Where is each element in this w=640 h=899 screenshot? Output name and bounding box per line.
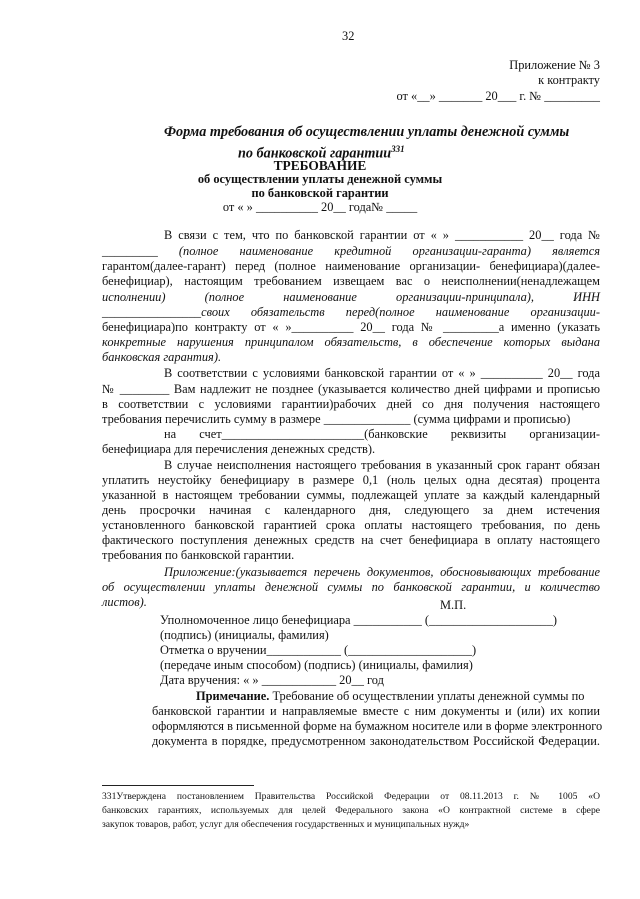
demand-subheading-1: об осуществлении уплаты денежной суммы bbox=[197, 172, 443, 186]
body-line: требования перечислить сумму в размере ______________ (сумма цифрами и прописью) bbox=[102, 412, 571, 426]
body-line: ________________своих обязательств перед(полное наименование организации- bbox=[102, 305, 600, 319]
body-line: уплатить неустойку бенефициару в размере 0,1 (ноль целых одна десятая) процента bbox=[102, 473, 600, 487]
body-line: исполнении) (полное наименование организации-принципала), ИНН bbox=[102, 290, 600, 304]
authorized-person-line: Уполномоченное лицо бенефициара ___________ (____________________) bbox=[160, 613, 558, 627]
delivery-mark-caption: (передаче иным способом) (подпись) (инициалы, фамилия) bbox=[160, 658, 473, 672]
body-line: требования по банковской гарантии. bbox=[102, 548, 295, 562]
footnote-line: 331Утверждена постановлением Правительства Российской Федерации от 08.11.2013 г. № 1005 «О bbox=[102, 791, 600, 802]
body-line: бенефициар), настоящим требованием извещаем вас о неисполнении(ненадлежащем bbox=[102, 274, 600, 288]
form-subtitle-text: по банковской гарантии bbox=[238, 145, 392, 162]
footnote-divider bbox=[102, 785, 254, 786]
note-first-line bbox=[196, 689, 584, 704]
body-line: В соответствии с условиями банковской гарантии от « » __________ 20__ года bbox=[164, 366, 600, 380]
footnote-line: банковских гарантиях, используемых для целей Федерального закона «О контрактной системе в сфере bbox=[102, 805, 600, 816]
body-line: день просрочки начиная с календарного дня, следующего за днем истечения bbox=[102, 503, 600, 517]
demand-heading: ТРЕБОВАНИЕ bbox=[273, 158, 367, 173]
body-line: В случае неисполнения настоящего требования в указанный срок гарант обязан bbox=[164, 458, 600, 472]
body-line: Приложение:(указывается перечень документов, обосновывающих требование bbox=[164, 565, 600, 579]
page-number: 32 bbox=[342, 29, 355, 43]
note-label: Примечание. bbox=[196, 689, 270, 703]
body-line: установленного банковской гарантией срока оплаты настоящего требования, по день bbox=[102, 518, 600, 532]
body-line: в соответствии с условиями гарантии)рабочих дней со дня получения настоящего bbox=[102, 397, 600, 411]
demand-date-line: от « » __________ 20__ года№ _____ bbox=[222, 200, 418, 214]
form-title: Форма требования об осуществлении уплаты денежной суммы bbox=[164, 124, 570, 140]
footnote-ref: 331 bbox=[391, 144, 405, 154]
body-line: бенефициара)по контракту от « »__________ 20__ года № _________а именно (указать bbox=[102, 320, 600, 334]
delivery-mark-line: Отметка о вручении____________ (____________________) bbox=[160, 643, 477, 657]
body-line: бенефициара для перечисления денежных средств). bbox=[102, 442, 376, 456]
delivery-date-line: Дата вручения: « » ____________ 20__ год bbox=[160, 673, 384, 687]
note-line: банковской гарантии и направляемые вместе с ним документы и (или) их копии bbox=[152, 704, 600, 718]
footnote-line: закупок товаров, работ, услуг для обеспечения государственных и муниципальных нужд» bbox=[102, 819, 470, 830]
body-line: об осуществлении уплаты денежной суммы по банковской гарантии, и количество bbox=[102, 580, 600, 594]
body-line: конкретные нарушения принципалом обязательств, в обеспечение которых выдана bbox=[102, 335, 600, 349]
body-line: В связи с тем, что по банковской гарантии от « » ___________ 20__ года № bbox=[164, 228, 600, 242]
note-line: оформляются в письменной форме на бумажном носителе или в форме электронного bbox=[152, 719, 603, 733]
stamp-place-label: М.П. bbox=[440, 598, 467, 612]
contract-date-line: от «__» _______ 20___ г. № _________ bbox=[396, 89, 600, 103]
body-line: на счет_______________________(банковские реквизиты организации- bbox=[164, 427, 600, 441]
body-line: _________ (полное наименование кредитной организации-гаранта) является bbox=[102, 244, 600, 258]
body-line: листов). bbox=[102, 595, 147, 609]
authorized-person-caption: (подпись) (инициалы, фамилия) bbox=[160, 628, 329, 642]
note-line: документа в порядке, предусмотренном законодательством Российской Федерации. bbox=[152, 734, 600, 748]
appendix-label: Приложение № 3 bbox=[509, 58, 600, 72]
demand-subheading-2: по банковской гарантии bbox=[251, 186, 389, 200]
body-line: указанной в настоящем требовании суммы, подлежащей уплате за каждый календарный bbox=[102, 488, 600, 502]
body-line: фактического поступления денежных средств на счет бенефициара в оплату настоящего bbox=[102, 533, 600, 547]
body-line: № ________ Вам надлежит не позднее (указывается количество дней цифрами и прописью bbox=[102, 382, 600, 396]
body-line: гарантом(далее-гарант) перед (полное наименование организации- бенефициара)(далее- bbox=[102, 259, 600, 273]
body-line: банковская гарантия). bbox=[102, 350, 222, 364]
note-text: Требование об осуществлении уплаты денежной суммы по bbox=[269, 689, 585, 703]
contract-label: к контракту bbox=[538, 73, 600, 87]
